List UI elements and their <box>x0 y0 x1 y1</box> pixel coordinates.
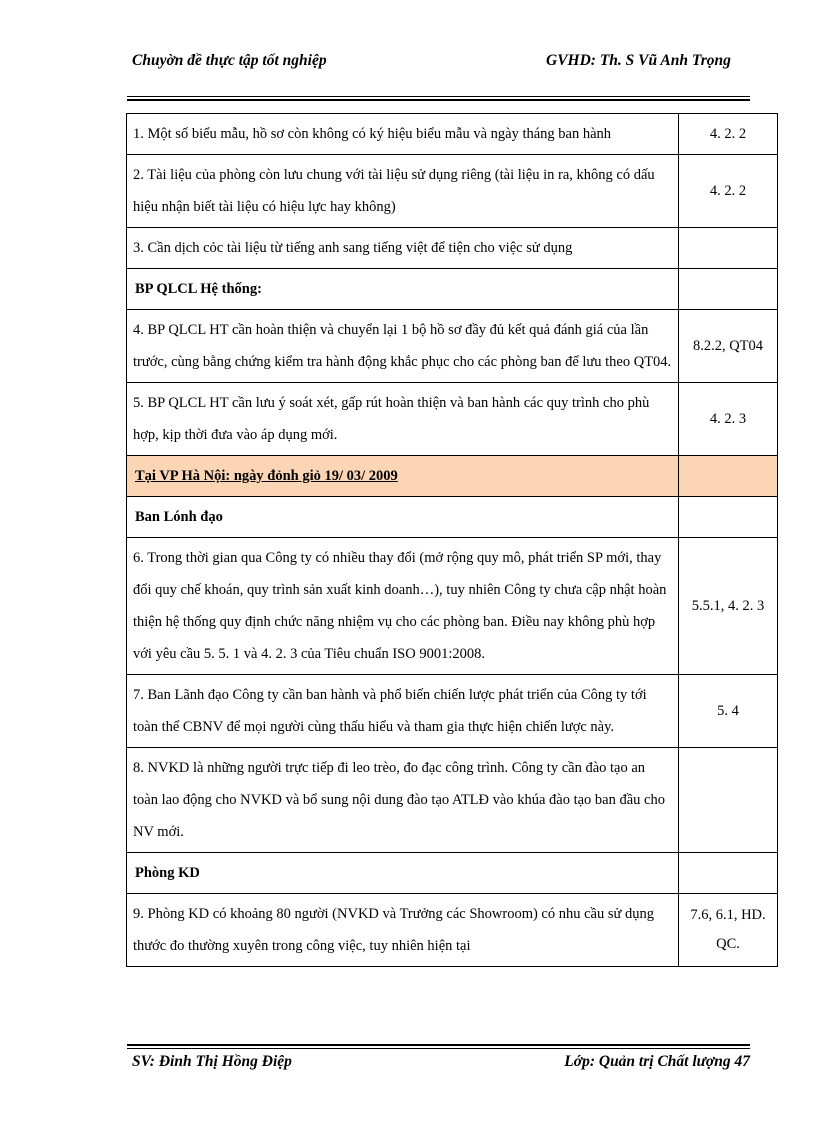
table-row <box>127 748 778 853</box>
section-heading: Ban Lónh đạo <box>127 497 679 538</box>
finding-text: 8. NVKD là những người trực tiếp đi leo trèo, đo đạc công trình. Công ty cần đào tạo an toàn lao động cho NVKD và bổ sung nội dung đào tạo ATLĐ vào khúa đào tạo ban đầu cho NV mới. <box>127 748 679 853</box>
footer-rule-thin <box>127 1048 750 1049</box>
section-heading: BP QLCL Hệ thống: <box>127 269 679 310</box>
section-row-leadership <box>127 497 778 538</box>
table-row <box>127 155 778 228</box>
table-row <box>127 538 778 675</box>
header-rule-thin <box>127 96 750 97</box>
clause-ref <box>679 748 778 853</box>
section-heading <box>127 456 679 497</box>
page-header <box>132 50 750 98</box>
clause-ref: 4. 2. 3 <box>679 383 778 456</box>
page-footer <box>132 1050 750 1074</box>
finding-text: 3. Cần dịch cỏc tài liệu từ tiếng anh sang tiếng việt để tiện cho việc sử dụng <box>127 228 679 269</box>
clause-ref: 7.6, 6.1, HD. QC. <box>679 894 778 967</box>
class-name: Lớp: Quản trị Chất lượng 47 <box>564 1053 750 1070</box>
table-row <box>127 675 778 748</box>
finding-text: 2. Tài liệu của phòng còn lưu chung với tài liệu sử dụng riêng (tài liệu in ra, không có dấu hiệu nhận biết tài liệu có hiệu lực hay không) <box>127 155 679 228</box>
table-row <box>127 383 778 456</box>
clause-ref <box>679 228 778 269</box>
table-row <box>127 310 778 383</box>
header-rule-thick <box>127 99 750 101</box>
finding-text: 9. Phòng KD có khoảng 80 người (NVKD và Trưởng các Showroom) có nhu cầu sử dụng thước đo thường xuyên trong công việc, tuy nhiên hiện tại <box>127 894 679 967</box>
finding-text: 5. BP QLCL HT cần lưu ý soát xét, gấp rút hoàn thiện và ban hành các quy trình cho phù hợp, kịp thời đưa vào áp dụng mới. <box>127 383 679 456</box>
student-name: SV: Đinh Thị Hồng Điệp <box>132 1053 292 1070</box>
finding-text: 7. Ban Lãnh đạo Công ty cần ban hành và phổ biến chiến lược phát triển của Công ty tới toàn thể CBNV để mọi người cùng thấu hiểu và tham gia thực hiện chiến lược này. <box>127 675 679 748</box>
clause-ref: 4. 2. 2 <box>679 114 778 155</box>
clause-ref <box>679 269 778 310</box>
finding-text: 6. Trong thời gian qua Công ty có nhiều thay đổi (mở rộng quy mô, phát triển SP mới, thay đổi quy chế khoán, quy trình sản xuất kinh doanh…), tuy nhiên Công ty chưa cập nhật hoàn thiện hệ thống quy định chức năng nhiệm vụ cho các phòng ban. Điều nay không phù hợp với yêu cầu 5. 5. 1 và 4. 2. 3 của Tiêu chuẩn ISO 9001:2008. <box>127 538 679 675</box>
footer-rule-thick <box>127 1044 750 1046</box>
advisor-name: GVHD: Th. S Vũ Anh Trọng <box>546 52 731 69</box>
section-row-bp-qlcl <box>127 269 778 310</box>
section-heading: Phòng KD <box>127 853 679 894</box>
table-row <box>127 894 778 967</box>
audit-findings-table <box>126 113 778 967</box>
clause-ref: 8.2.2, QT04 <box>679 310 778 383</box>
clause-ref: 5.5.1, 4. 2. 3 <box>679 538 778 675</box>
clause-ref <box>679 497 778 538</box>
finding-text: 4. BP QLCL HT cần hoàn thiện và chuyển lại 1 bộ hồ sơ đầy đủ kết quả đánh giá của lần trước, cùng bằng chứng kiểm tra hành động khắc phục cho các phòng ban để lưu theo QT04. <box>127 310 679 383</box>
clause-ref: 4. 2. 2 <box>679 155 778 228</box>
finding-text: 1. Một số biểu mẫu, hồ sơ còn không có ký hiệu biểu mẫu và ngày tháng ban hành <box>127 114 679 155</box>
clause-ref <box>679 853 778 894</box>
section-row-sales <box>127 853 778 894</box>
clause-ref: 5. 4 <box>679 675 778 748</box>
table-row <box>127 114 778 155</box>
section-row-hanoi-office <box>127 456 778 497</box>
document-title: Chuyờn đề thực tập tốt nghiệp <box>132 52 327 69</box>
section-heading-text: Tại VP Hà Nội: ngày đỏnh giỏ 19/ 03/ 2009 <box>135 468 398 484</box>
clause-ref <box>679 456 778 497</box>
table-row <box>127 228 778 269</box>
